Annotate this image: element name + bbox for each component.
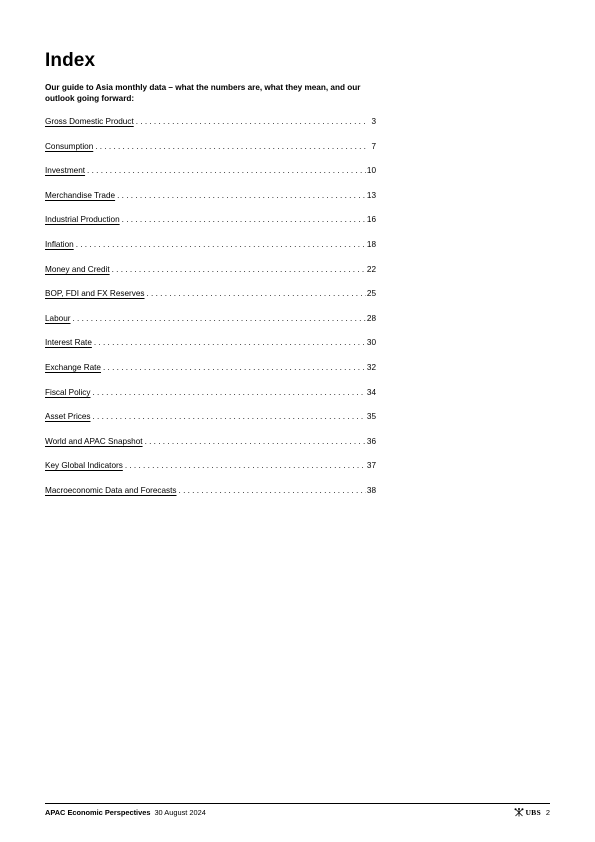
toc-page-number: 22 xyxy=(366,264,376,274)
toc-dot-leader xyxy=(76,239,366,250)
toc-page-number: 16 xyxy=(366,215,376,225)
toc-dot-leader xyxy=(179,485,366,496)
toc-dot-leader xyxy=(87,165,366,176)
toc-entry[interactable] xyxy=(45,116,376,141)
toc-dot-leader xyxy=(93,387,366,398)
page-number: 2 xyxy=(545,808,550,817)
toc-entry[interactable] xyxy=(45,141,376,166)
toc-entry-link[interactable]: Industrial Production xyxy=(45,215,120,225)
toc-dot-leader xyxy=(95,141,367,152)
toc-entry[interactable] xyxy=(45,337,376,362)
toc-entry-link[interactable]: Consumption xyxy=(45,141,94,151)
toc-dot-leader xyxy=(125,460,366,471)
toc-entry[interactable] xyxy=(45,313,376,338)
toc-entry-link[interactable]: Exchange Rate xyxy=(45,362,101,372)
toc-page-number: 34 xyxy=(366,387,376,397)
toc-page-number: 38 xyxy=(366,485,376,495)
intro-text: Our guide to Asia monthly data – what the numbers are, what they mean, and our outlook going forward: xyxy=(45,83,361,103)
toc-entry-link[interactable]: Merchandise Trade xyxy=(45,190,116,200)
toc-entry[interactable] xyxy=(45,288,376,313)
publication-date: 30 August 2024 xyxy=(154,808,206,817)
toc-entry[interactable] xyxy=(45,190,376,215)
toc-page-number: 35 xyxy=(366,412,376,422)
toc-entry-link[interactable]: Asset Prices xyxy=(45,412,91,422)
toc-entry[interactable] xyxy=(45,485,376,510)
toc-entry[interactable] xyxy=(45,436,376,461)
toc-entry-link[interactable]: Labour xyxy=(45,313,71,323)
toc-dot-leader xyxy=(93,411,366,422)
toc-dot-leader xyxy=(94,337,366,348)
toc-entry[interactable] xyxy=(45,460,376,485)
toc-entry-link[interactable]: BOP, FDI and FX Reserves xyxy=(45,289,145,299)
toc-page-number: 18 xyxy=(366,239,376,249)
toc-entry-link[interactable]: Macroeconomic Data and Forecasts xyxy=(45,485,177,495)
toc-entry-link[interactable]: Interest Rate xyxy=(45,338,92,348)
toc-page-number: 25 xyxy=(366,289,376,299)
page-title: Index xyxy=(45,50,96,71)
toc-entry-link[interactable]: Fiscal Policy xyxy=(45,387,91,397)
toc-page-number: 36 xyxy=(366,436,376,446)
toc-page-number: 3 xyxy=(371,117,376,126)
toc-entry-link[interactable]: Investment xyxy=(45,166,86,176)
toc-dot-leader xyxy=(117,190,366,201)
toc-dot-leader xyxy=(145,436,366,447)
toc-page-number: 37 xyxy=(366,461,376,471)
toc-dot-leader xyxy=(73,313,366,324)
toc-entry[interactable] xyxy=(45,387,376,412)
toc-entry[interactable] xyxy=(45,264,376,289)
toc-entry[interactable] xyxy=(45,411,376,436)
toc-entry[interactable] xyxy=(45,362,376,387)
toc-entry[interactable] xyxy=(45,239,376,264)
table-of-contents xyxy=(45,116,376,510)
ubs-keys-icon xyxy=(514,808,524,817)
toc-entry-link[interactable]: Gross Domestic Product xyxy=(45,117,134,126)
toc-page-number: 13 xyxy=(366,190,376,200)
toc-page-number: 30 xyxy=(366,338,376,348)
toc-entry[interactable] xyxy=(45,165,376,190)
toc-entry-link[interactable]: World and APAC Snapshot xyxy=(45,436,143,446)
toc-dot-leader xyxy=(122,214,366,225)
publication-name: APAC Economic Perspectives xyxy=(45,808,151,817)
toc-dot-leader xyxy=(147,288,366,299)
toc-entry-link[interactable]: Inflation xyxy=(45,239,74,249)
toc-dot-leader xyxy=(103,362,366,373)
toc-entry-link[interactable]: Key Global Indicators xyxy=(45,461,123,471)
footer xyxy=(45,807,550,819)
toc-page-number: 32 xyxy=(366,362,376,372)
toc-entry-link[interactable]: Money and Credit xyxy=(45,264,110,274)
toc-page-number: 10 xyxy=(366,166,376,176)
footer-divider xyxy=(45,803,550,804)
footer-publication-info xyxy=(45,807,206,818)
toc-dot-leader xyxy=(136,116,367,127)
footer-branding xyxy=(514,807,551,818)
toc-entry[interactable] xyxy=(45,214,376,239)
toc-page-number: 28 xyxy=(366,313,376,323)
toc-dot-leader xyxy=(112,264,366,275)
toc-page-number: 7 xyxy=(371,141,376,151)
ubs-logo-text: UBS xyxy=(525,808,541,817)
